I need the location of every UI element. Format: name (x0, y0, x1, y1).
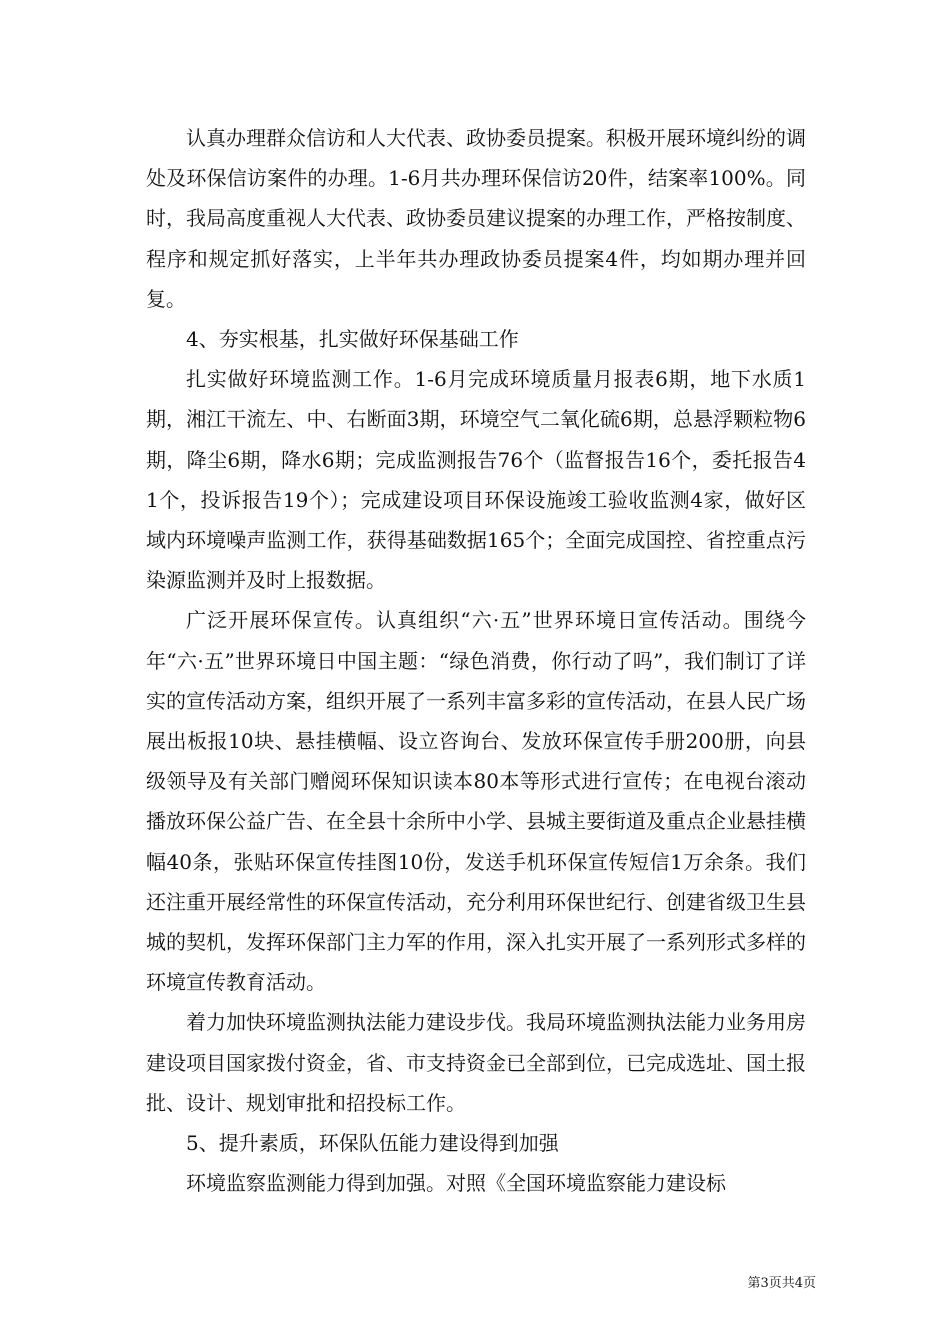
paragraph-inspection: 环境监察监测能力得到加强。对照《全国环境监察能力建设标 (186, 1171, 726, 1196)
paragraph-publicity: 广泛开展环保宣传。认真组织“六·五”世界环境日宣传活动。围绕今年“六·五”世界环境日中国主题：“绿色消费，你行动了吗”，我们制订了详实的宣传活动方案，组织开展了一系列丰富多彩的宣传活动，在县人民广场展出板报10块、悬挂横幅、设立咨询台、发放环保宣传手册200册，向县级领导及有关部门赠阅环保知识读本80本等形式进行宣传；在电视台滚动播放环保公益广告、在全县十余所中小学、县城主要街道及重点企业悬挂横幅40条，张贴环保宣传挂图10份，发送手机环保宣传短信1万余条。我们还注重开展经常性的环保宣传活动，充分利用环保世纪行、创建省级卫生县城的契机，发挥环保部门主力军的作用，深入扎实开展了一系列形式多样的环境宣传教育活动。 (146, 608, 806, 995)
paragraph-capacity-building: 着力加快环境监测执法能力建设步伐。我局环境监测执法能力业务用房建设项目国家拨付资金，省、市支持资金已全部到位，已完成选址、国土报批、设计、规划审批和招投标工作。 (146, 1010, 806, 1115)
paragraph-monitoring: 扎实做好环境监测工作。1-6月完成环境质量月报表6期，地下水质1期，湘江干流左、中、右断面3期，环境空气二氧化硫6期，总悬浮颗粒物6期，降尘6期，降水6期；完成监测报告76个（监督报告16个，委托报告41个，投诉报告19个）；完成建设项目环保设施竣工验收监测4家，做好区域内环境噪声监测工作，获得基础数据165个；全面完成国控、省控重点污染源监测并及时上报数据。 (146, 367, 806, 593)
section-heading-4: 4、夯实根基，扎实做好环保基础工作 (186, 327, 519, 352)
document-body (146, 118, 806, 1203)
page-number-footer: 第3页共4页 (747, 1276, 816, 1291)
paragraph-petitions: 认真办理群众信访和人大代表、政协委员提案。积极开展环境纠纷的调处及环保信访案件的办理。1-6月共办理环保信访20件，结案率100%。同时，我局高度重视人大代表、政协委员建议提案的办理工作，严格按制度、程序和规定抓好落实，上半年共办理政协委员提案4件，均如期办理并回复。 (146, 126, 806, 311)
section-heading-5: 5、提升素质，环保队伍能力建设得到加强 (186, 1131, 559, 1156)
